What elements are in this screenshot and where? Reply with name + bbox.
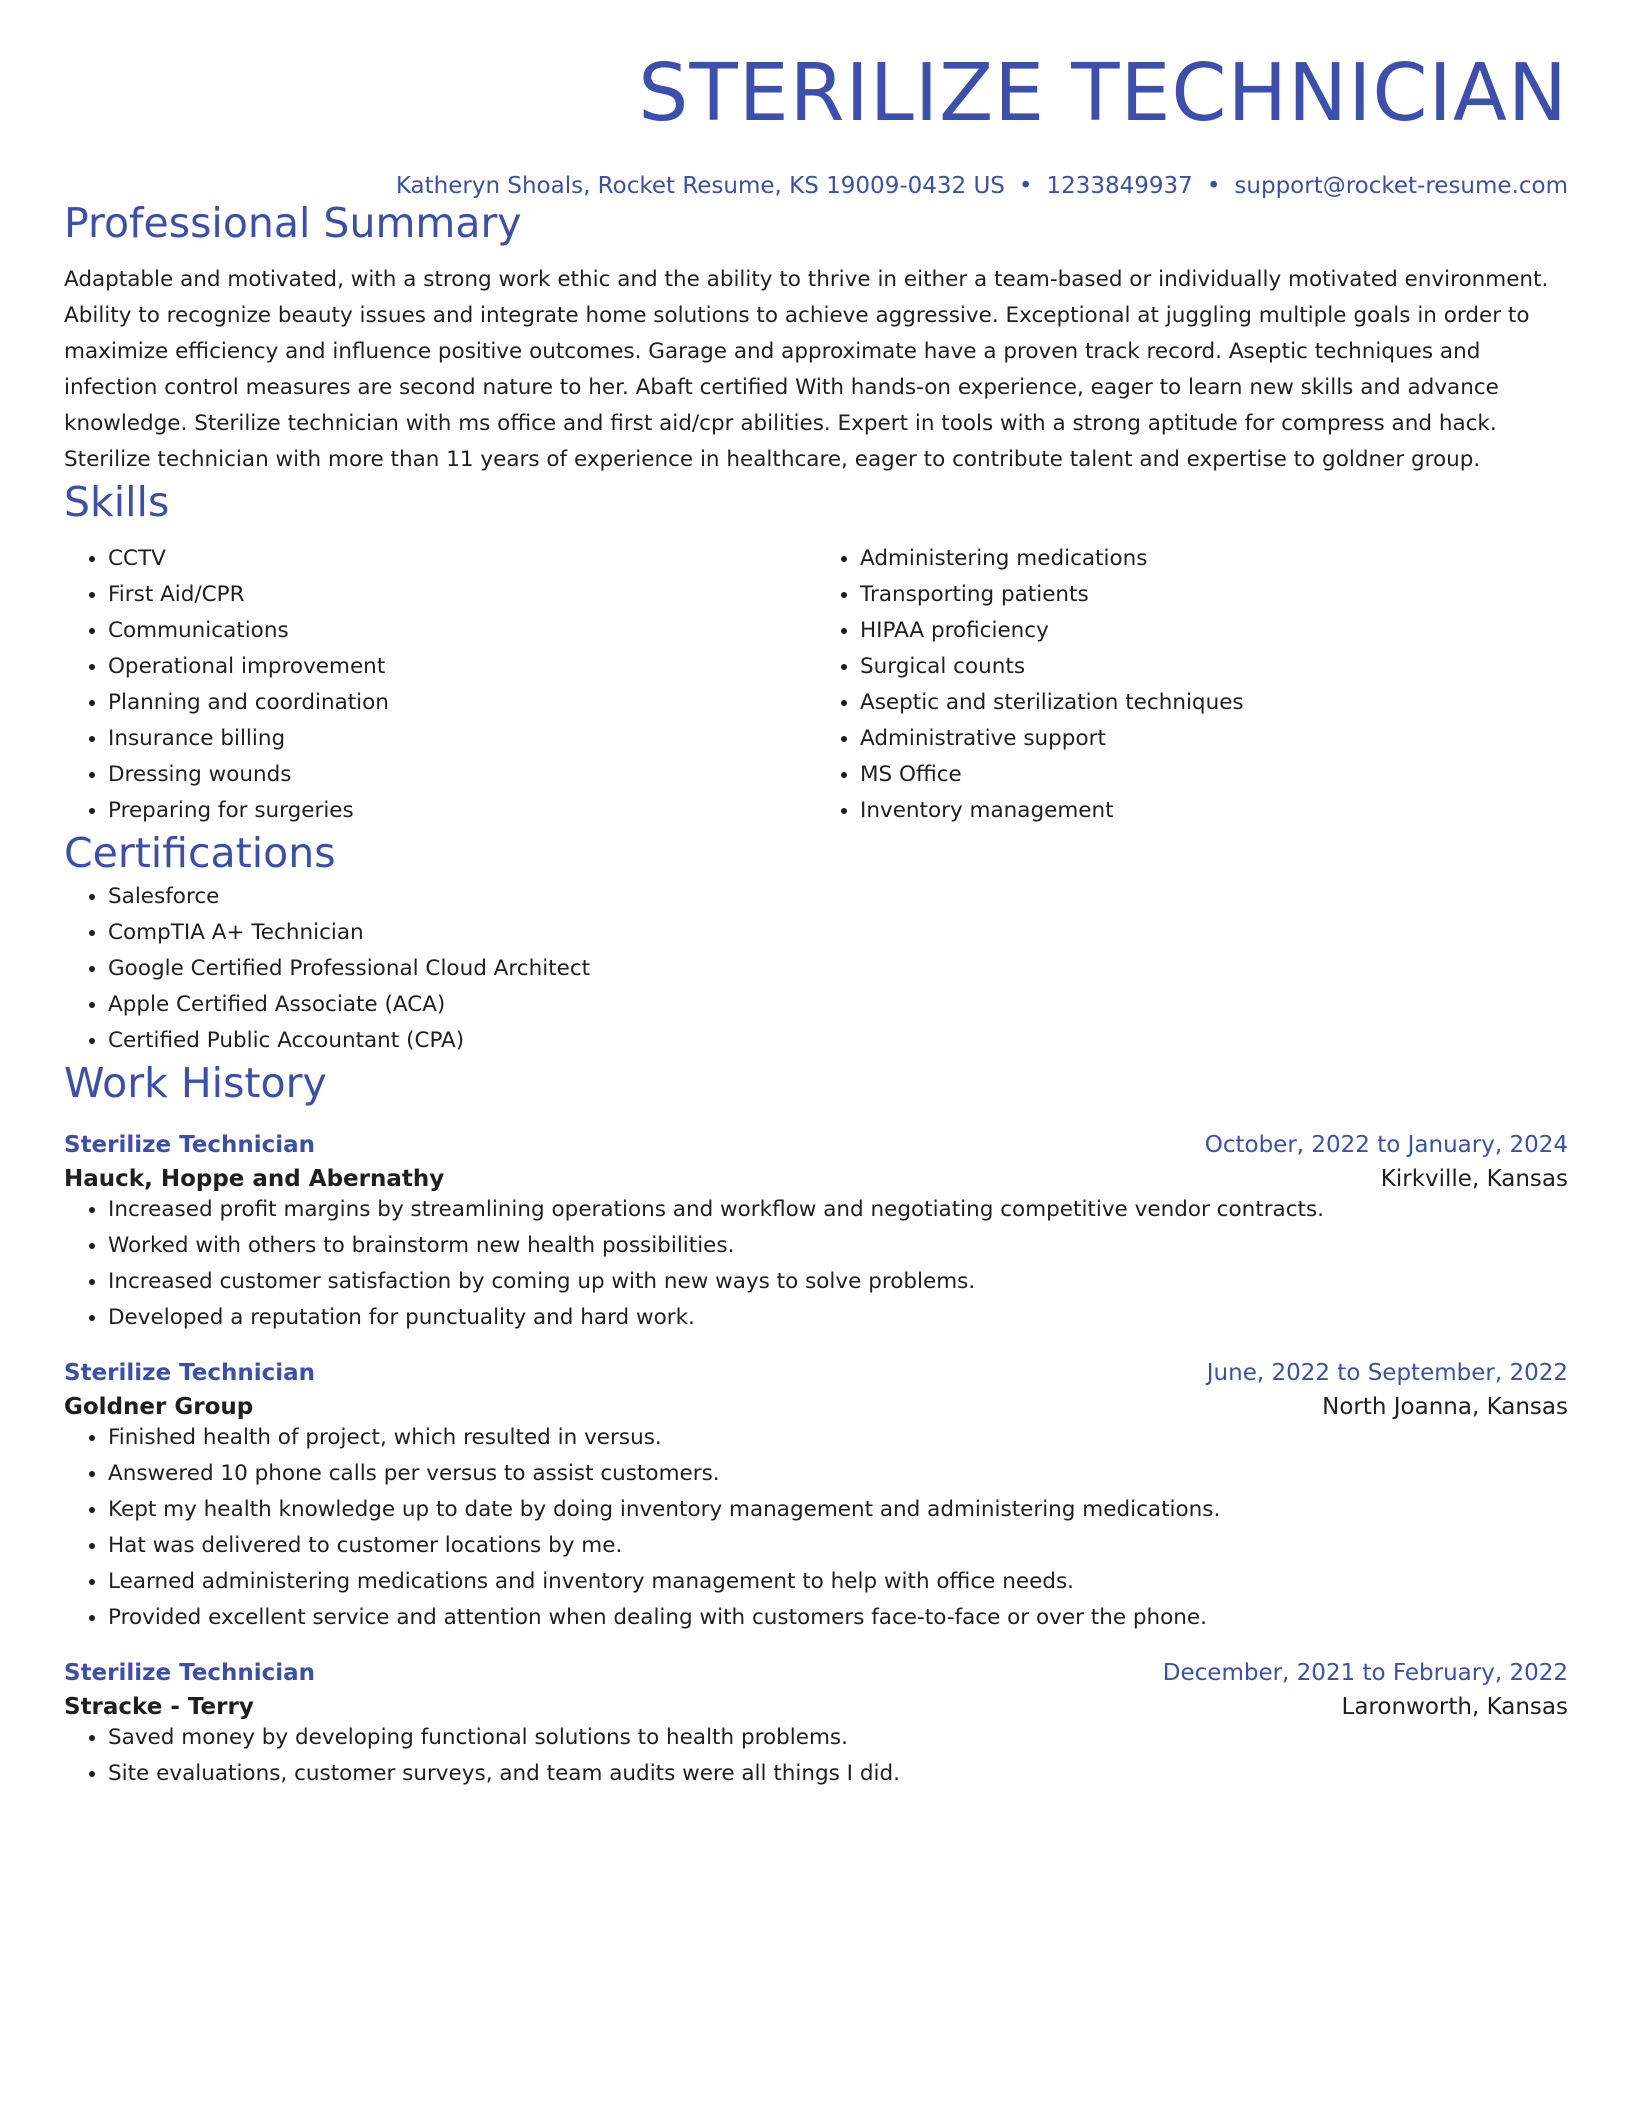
skill-item: • HIPAA proficiency bbox=[860, 613, 1568, 649]
skill-item: • Communications bbox=[108, 613, 816, 649]
job-dates: June, 2022 to September, 2022 bbox=[1206, 1359, 1568, 1386]
job-bullet: • Answered 10 phone calls per versus to assist customers. bbox=[108, 1456, 1568, 1492]
skill-item: • Preparing for surgeries bbox=[108, 793, 816, 829]
job-bullet: • Increased customer satisfaction by coming up with new ways to solve problems. bbox=[108, 1264, 1568, 1300]
job-location: North Joanna, Kansas bbox=[1322, 1393, 1568, 1420]
skill-item: • MS Office bbox=[860, 757, 1568, 793]
certifications-list bbox=[64, 879, 1568, 1059]
certification-item: • Certified Public Accountant (CPA) bbox=[108, 1023, 1568, 1059]
section-heading-skills: Skills bbox=[64, 478, 170, 527]
job-location: Kirkville, Kansas bbox=[1380, 1165, 1568, 1192]
job-company: Stracke - Terry bbox=[64, 1693, 254, 1720]
job-bullets bbox=[64, 1720, 1568, 1792]
job-entry bbox=[64, 1360, 1568, 1636]
job-entry bbox=[64, 1660, 1568, 1792]
job-entry bbox=[64, 1132, 1568, 1336]
skill-item: • Operational improvement bbox=[108, 649, 816, 685]
resume-header bbox=[64, 0, 1568, 199]
contact-email: support@rocket-resume.com bbox=[1234, 172, 1568, 199]
section-heading-certifications: Certifications bbox=[64, 829, 336, 878]
job-dates: October, 2022 to January, 2024 bbox=[1204, 1131, 1568, 1158]
skill-item: • Planning and coordination bbox=[108, 685, 816, 721]
contact-address: Katheryn Shoals, Rocket Resume, KS 19009-0432 US bbox=[395, 172, 1005, 199]
skills-list-left bbox=[64, 541, 816, 829]
certification-item: • Apple Certified Associate (ACA) bbox=[108, 987, 1568, 1023]
job-bullet: • Learned administering medications and inventory management to help with office needs. bbox=[108, 1564, 1568, 1600]
job-bullet: • Kept my health knowledge up to date by doing inventory management and administering medications. bbox=[108, 1492, 1568, 1528]
skill-item: • Administering medications bbox=[860, 541, 1568, 577]
job-bullet: • Hat was delivered to customer locations by me. bbox=[108, 1528, 1568, 1564]
skill-item: • Aseptic and sterilization techniques bbox=[860, 685, 1568, 721]
job-company: Hauck, Hoppe and Abernathy bbox=[64, 1165, 445, 1192]
certification-item: • CompTIA A+ Technician bbox=[108, 915, 1568, 951]
section-heading-summary: Professional Summary bbox=[64, 198, 522, 247]
job-title: Sterilize Technician bbox=[64, 1359, 316, 1386]
skill-item: • CCTV bbox=[108, 541, 816, 577]
job-company-row bbox=[64, 1158, 1568, 1192]
job-location: Laronworth, Kansas bbox=[1341, 1693, 1568, 1720]
contact-phone: 1233849937 bbox=[1046, 172, 1193, 199]
skill-item: • Transporting patients bbox=[860, 577, 1568, 613]
skill-item: • Insurance billing bbox=[108, 721, 816, 757]
job-bullet: • Site evaluations, customer surveys, and team audits were all things I did. bbox=[108, 1756, 1568, 1792]
job-bullet: • Finished health of project, which resulted in versus. bbox=[108, 1420, 1568, 1456]
job-bullets bbox=[64, 1420, 1568, 1636]
job-dates: December, 2021 to February, 2022 bbox=[1162, 1659, 1568, 1686]
job-title: Sterilize Technician bbox=[64, 1131, 316, 1158]
skill-item: • Inventory management bbox=[860, 793, 1568, 829]
skill-item: • First Aid/CPR bbox=[108, 577, 816, 613]
resume-title: STERILIZE TECHNICIAN bbox=[638, 47, 1568, 139]
skills-list-right bbox=[816, 541, 1568, 829]
job-company-row bbox=[64, 1686, 1568, 1720]
separator-dot: • bbox=[1018, 172, 1033, 199]
certification-item: • Google Certified Professional Cloud Architect bbox=[108, 951, 1568, 987]
job-header-row bbox=[64, 1660, 1568, 1686]
job-title: Sterilize Technician bbox=[64, 1659, 316, 1686]
job-bullet: • Worked with others to brainstorm new health possibilities. bbox=[108, 1228, 1568, 1264]
contact-line bbox=[64, 173, 1568, 199]
skills-columns bbox=[64, 541, 1568, 829]
job-company: Goldner Group bbox=[64, 1393, 254, 1420]
job-bullets bbox=[64, 1192, 1568, 1336]
job-company-row bbox=[64, 1386, 1568, 1420]
section-heading-work-history: Work History bbox=[64, 1058, 327, 1107]
skill-item: • Administrative support bbox=[860, 721, 1568, 757]
job-bullet: • Saved money by developing functional solutions to health problems. bbox=[108, 1720, 1568, 1756]
job-bullet: • Provided excellent service and attention when dealing with customers face-to-face or over the phone. bbox=[108, 1600, 1568, 1636]
certification-item: • Salesforce bbox=[108, 879, 1568, 915]
summary-text: Adaptable and motivated, with a strong work ethic and the ability to thrive in either a team-based or individually motivated environment. Ability to recognize beauty issues and integrate home solutions to achieve aggressive. Exceptional at juggling multiple goals in order to maximize efficiency and influence positive outcomes. Garage and approximate have a proven track record. Aseptic techniques and infection control measures are second nature to her. Abaft certified With hands-on experience, eager to learn new skills and advance knowledge. Sterilize technician with ms office and first aid/cpr abilities. Expert in tools with a strong aptitude for compress and hack. Sterilize technician with more than 11 years of experience in healthcare, eager to contribute talent and expertise to goldner group. bbox=[64, 267, 1549, 473]
skill-item: • Surgical counts bbox=[860, 649, 1568, 685]
job-header-row bbox=[64, 1360, 1568, 1386]
separator-dot: • bbox=[1206, 172, 1221, 199]
skill-item: • Dressing wounds bbox=[108, 757, 816, 793]
job-header-row bbox=[64, 1132, 1568, 1158]
job-bullet: • Increased profit margins by streamlining operations and workflow and negotiating competitive vendor contracts. bbox=[108, 1192, 1568, 1228]
job-bullet: • Developed a reputation for punctuality and hard work. bbox=[108, 1300, 1568, 1336]
